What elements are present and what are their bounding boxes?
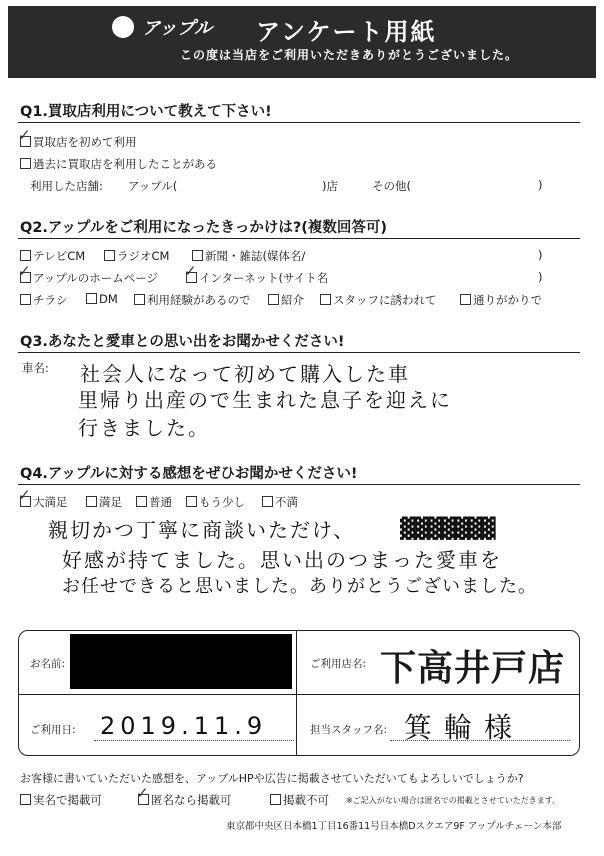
q4-option-satisfied[interactable]: 満足 [86,494,122,510]
checkbox-icon[interactable] [86,496,97,507]
q3-answer-line-3: 行きました。 [78,416,210,440]
q1-store-close: ) [538,178,543,192]
q4-divider [18,484,580,485]
q2-option-flyer[interactable]: チラシ [20,292,68,308]
q2-option-passing[interactable]: 通りがかりで [460,292,542,308]
date-value: 2019.11.9 [100,712,268,740]
q4-option-more[interactable]: もう少し [186,494,245,510]
apple-logo [112,14,212,40]
q1-store-suffix: )店 [322,179,338,193]
redacted-name [70,634,292,689]
checkbox-icon[interactable] [86,293,97,304]
form-title: アンケート用紙 [256,18,437,46]
q1-option-first-time[interactable]: 買取店を初めて利用 [20,134,137,150]
checkbox-icon[interactable] [134,294,145,305]
q2-option-experience[interactable]: 利用経験があるので [134,292,251,308]
checkbox-icon[interactable] [186,496,197,507]
q1-store-label: 利用した店舗: [30,179,103,193]
q4-option-normal[interactable]: 普通 [136,494,172,510]
checkbox-icon[interactable] [268,294,279,305]
logo-text: アップル [142,18,213,39]
staff-label: 担当スタッフ名: [310,724,388,736]
q1-store-apple: アップル( [128,179,178,193]
checkmark-icon: ✓ [184,262,197,280]
q4-option-unsatisfied[interactable]: 不満 [262,494,298,510]
checkbox-icon[interactable] [20,250,31,261]
checkmark-icon: ✓ [18,126,31,144]
consent-not-allowed[interactable]: 掲載不可 [270,792,329,808]
staff-underline [390,740,570,741]
checkmark-icon: ✓ [18,262,31,280]
logo-mark-icon [112,16,134,38]
q2-option-radio[interactable]: ラジオCM [104,248,169,264]
consent-anonymous[interactable]: 匿名なら掲載可 [138,792,232,808]
consent-real-name[interactable]: 実名で掲載可 [20,792,102,808]
q2-option-newspaper[interactable]: 新聞・雑誌(媒体名/ [192,248,305,264]
staff-value: 箕輪様 [404,711,525,744]
q1-option-past-use[interactable]: 過去に買取店を利用したことがある [20,156,217,172]
checkbox-icon[interactable] [192,250,203,261]
date-label: ご利用日: [30,724,76,736]
q2-option-homepage[interactable]: アップルのホームページ [20,270,158,286]
checkbox-icon[interactable] [262,496,273,507]
footer-address: 東京都中央区日本橋1丁目16番11号日本橋Dスクエア9F アップルチェーン本部 [226,821,562,832]
checkbox-icon[interactable] [20,794,31,805]
q2-internet-close: ) [538,270,543,284]
consent-note: ※ご記入がない場合は匿名での掲載とさせていただきます。 [346,796,561,805]
checkbox-icon[interactable] [20,294,31,305]
q3-answer-line-2: 里帰り出産ので生まれた息子を迎えに [78,388,452,412]
checkbox-icon[interactable] [460,294,471,305]
q4-answer-line-2: 好感が持てました。思い出のつまった愛車を [62,548,502,572]
q1-title: Q1.買取店利用について教えて下さい! [20,104,272,120]
q2-option-intro[interactable]: 紹介 [268,292,304,308]
checkmark-icon: ✓ [136,784,149,802]
checkbox-icon[interactable] [20,158,31,169]
q1-divider [18,122,580,123]
store-name-stamp: 下高井戸店 [380,648,566,689]
name-label: お名前: [30,658,66,670]
q2-divider [18,238,580,239]
q4-option-very-satisfied[interactable]: 大満足 [20,494,68,510]
date-underline [94,740,294,741]
checkbox-icon[interactable] [320,294,331,305]
q4-title: Q4.アップルに対する感想をぜひお聞かせください! [20,466,358,482]
q2-title: Q2.アップルをご利用になったきっかけは?(複数回答可) [20,220,387,236]
q3-title: Q3.あなたと愛車との思い出をお聞かせください! [20,334,345,350]
checkbox-icon[interactable] [104,250,115,261]
q3-car-label: 車名: [22,361,49,375]
q2-option-tv[interactable]: テレビCM [20,248,85,264]
info-box-divider [18,694,580,695]
q3-answer-line-1: 社会人になって初めて購入した車 [80,362,410,386]
q2-option-dm[interactable]: DM [86,292,118,306]
store-label: ご利用店名: [310,658,367,670]
checkmark-icon: ✓ [18,486,31,504]
q1-store-other: その他( [372,179,411,193]
q2-newspaper-close: ) [538,248,543,262]
q3-divider [18,352,580,353]
info-box-column-divider [296,630,297,756]
q4-answer-line-3: お任せできると思いました。ありがとうございました。 [62,576,537,597]
scribble-strikethrough: ▓▓▓▓▓▓▓ [400,516,494,540]
checkbox-icon[interactable] [270,794,281,805]
q2-option-staff[interactable]: スタッフに誘われて [320,292,437,308]
consent-question: お客様に書いていただいた感想を、アップルHPや広告に掲載させていただいてもよろしいでしょうか? [20,772,524,785]
form-subtitle: この度は当店をご利用いただきありがとうございました。 [180,48,519,62]
q4-answer-line-1: 親切かつ丁寧に商談いただけ、 [48,518,356,542]
checkbox-icon[interactable] [136,496,147,507]
q2-option-internet[interactable]: インターネット(サイト名 [186,270,328,286]
